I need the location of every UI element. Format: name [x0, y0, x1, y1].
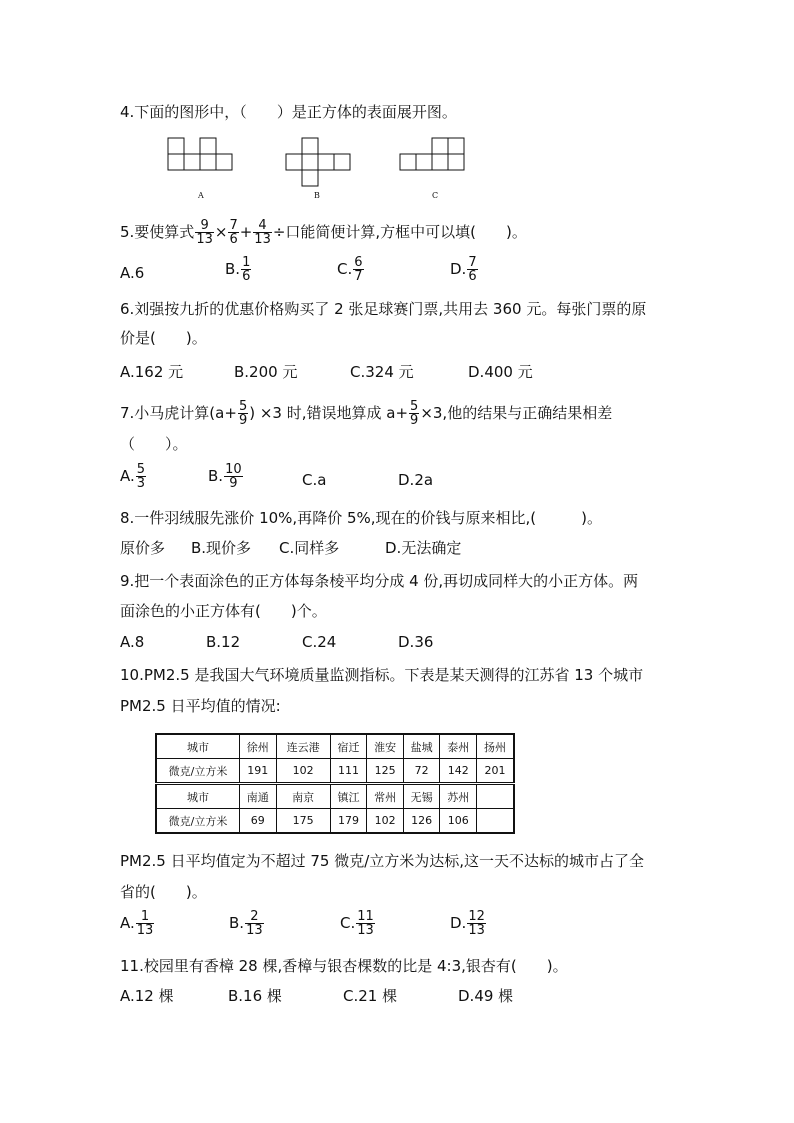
question-8-text: 8.一件羽绒服先涨价 10%,再降价 5%,现在的价钱与原来相比,( )。 — [120, 509, 602, 527]
q5-option-c: C. $\frac{6}{7}$ — [337, 255, 363, 284]
q5-option-a: A.6 — [120, 264, 145, 282]
question-10-line-1: 10.PM2.5 是我国大气环境质量监测指标。下表是某天测得的江苏省 13 个城市 — [120, 666, 644, 684]
q11-option-c: C.21 棵 — [343, 987, 398, 1005]
q5-option-b: B. $\frac{1}{6}$ — [225, 255, 251, 284]
net-label-c: C — [432, 191, 439, 200]
q7-option-d: D.2a — [398, 471, 434, 489]
net-b — [286, 138, 350, 186]
question-10-line-4: 省的( )。 — [120, 883, 207, 901]
question-7-line-1: 7.小马虎计算(a+ $\frac{5}{9}$ ) ×3 时,错误地算成 a+ $\frac{5}{9}$ ×3,他的结果与正确结果相差 — [120, 399, 613, 428]
table-cell: 106 — [440, 809, 477, 834]
question-4-text: 4.下面的图形中，（ ）是正方体的表面展开图。 — [120, 103, 457, 121]
pm25-table — [155, 733, 515, 834]
table-cell: 175 — [276, 809, 330, 834]
table-cell: 102 — [276, 759, 330, 784]
net-a — [168, 138, 232, 170]
q8-option-d: D.无法确定 — [385, 539, 462, 557]
q8-option-b: B.现价多 — [191, 539, 252, 557]
question-11-text: 11.校园里有香樟 28 棵,香樟与银杏棵数的比是 4:3,银杏有( )。 — [120, 957, 568, 975]
table-cell: 126 — [403, 809, 440, 834]
q10-option-c: C. $\frac{11}{13}$ — [340, 909, 374, 938]
q7-option-c: C.a — [302, 471, 327, 489]
question-5-text: 5.要使算式 $\frac{9}{13}$ × $\frac{7}{6}$ + $\frac{4}{13}$ ÷口能简便计算,方框中可以填( )。 — [120, 218, 527, 247]
question-7-line-2: （ ）。 — [120, 435, 188, 453]
q7-fraction-1: $\frac{5}{9}$ — [238, 399, 248, 428]
table-cell: 宿迁 — [330, 734, 367, 759]
q7-fraction-2: $\frac{5}{9}$ — [410, 399, 419, 428]
q5-fraction-2: $\frac{7}{6}$ — [229, 218, 238, 247]
q7-option-a: A. $\frac{5}{3}$ — [120, 462, 146, 491]
question-10-line-3: PM2.5 日平均值定为不超过 75 微克/立方米为达标,这一天不达标的城市占了全 — [120, 852, 645, 870]
q7-option-b: B. $\frac{10}{9}$ — [208, 462, 242, 491]
q10-option-a: A. $\frac{1}{13}$ — [120, 909, 154, 938]
table-cell: 南通 — [240, 784, 277, 809]
q11-option-a: A.12 棵 — [120, 987, 174, 1005]
table-cell: 201 — [477, 759, 514, 784]
question-10-line-2: PM2.5 日平均值的情况: — [120, 697, 281, 715]
table-cell: 111 — [330, 759, 367, 784]
net-label-a: A — [198, 191, 204, 200]
table-row — [156, 784, 514, 809]
q11-option-d: D.49 棵 — [458, 987, 514, 1005]
table-cell: 苏州 — [440, 784, 477, 809]
table-row — [156, 759, 514, 784]
q8-option-a: 原价多 — [120, 539, 166, 557]
table-row — [156, 809, 514, 834]
table-header-unit: 微克/立方米 — [156, 759, 240, 784]
q9-option-b: B.12 — [206, 633, 241, 651]
table-cell: 徐州 — [240, 734, 277, 759]
q5-fraction-3: $\frac{4}{13}$ — [254, 218, 271, 247]
q5-prefix: 5.要使算式 — [120, 223, 195, 241]
q6-option-a: A.162 元 — [120, 363, 184, 381]
q6-option-c: C.324 元 — [350, 363, 414, 381]
q9-option-c: C.24 — [302, 633, 337, 651]
table-cell: 142 — [440, 759, 477, 784]
table-cell: 常州 — [367, 784, 404, 809]
question-6-line-1: 6.刘强按九折的优惠价格购买了 2 张足球赛门票,共用去 360 元。每张门票的原 — [120, 300, 647, 318]
table-cell: 无锡 — [403, 784, 440, 809]
table-cell: 泰州 — [440, 734, 477, 759]
q9-option-a: A.8 — [120, 633, 145, 651]
q10-option-d: D. $\frac{12}{13}$ — [450, 909, 485, 938]
table-header-city: 城市 — [156, 734, 240, 759]
table-cell: 南京 — [276, 784, 330, 809]
q5-fraction-1: $\frac{9}{13}$ — [196, 218, 213, 247]
q6-option-b: B.200 元 — [234, 363, 298, 381]
table-cell: 191 — [240, 759, 277, 784]
table-header-unit: 微克/立方米 — [156, 809, 240, 834]
table-row — [156, 734, 514, 759]
q9-option-d: D.36 — [398, 633, 434, 651]
q11-option-b: B.16 棵 — [228, 987, 282, 1005]
table-cell — [477, 784, 514, 809]
table-cell: 125 — [367, 759, 404, 784]
q10-option-b: B. $\frac{2}{13}$ — [229, 909, 263, 938]
table-cell: 179 — [330, 809, 367, 834]
q5-option-d: D. $\frac{7}{6}$ — [450, 255, 477, 284]
table-cell: 102 — [367, 809, 404, 834]
q5-suffix: ÷口能简便计算,方框中可以填( )。 — [272, 223, 527, 241]
table-cell: 72 — [403, 759, 440, 784]
q8-option-c: C.同样多 — [279, 539, 340, 557]
table-cell: 扬州 — [477, 734, 514, 759]
net-c — [400, 138, 464, 170]
net-label-b: B — [314, 191, 320, 200]
table-cell: 连云港 — [276, 734, 330, 759]
table-cell: 镇江 — [330, 784, 367, 809]
q6-option-d: D.400 元 — [468, 363, 533, 381]
table-cell: 69 — [240, 809, 277, 834]
cube-nets-figure — [160, 130, 490, 205]
table-cell: 盐城 — [403, 734, 440, 759]
question-9-line-2: 面涂色的小正方体有( )个。 — [120, 602, 327, 620]
question-9-line-1: 9.把一个表面涂色的正方体每条棱平均分成 4 份,再切成同样大的小正方体。两 — [120, 572, 639, 590]
table-header-city: 城市 — [156, 784, 240, 809]
table-cell: 淮安 — [367, 734, 404, 759]
table-cell — [477, 809, 514, 834]
question-6-line-2: 价是( )。 — [120, 329, 207, 347]
